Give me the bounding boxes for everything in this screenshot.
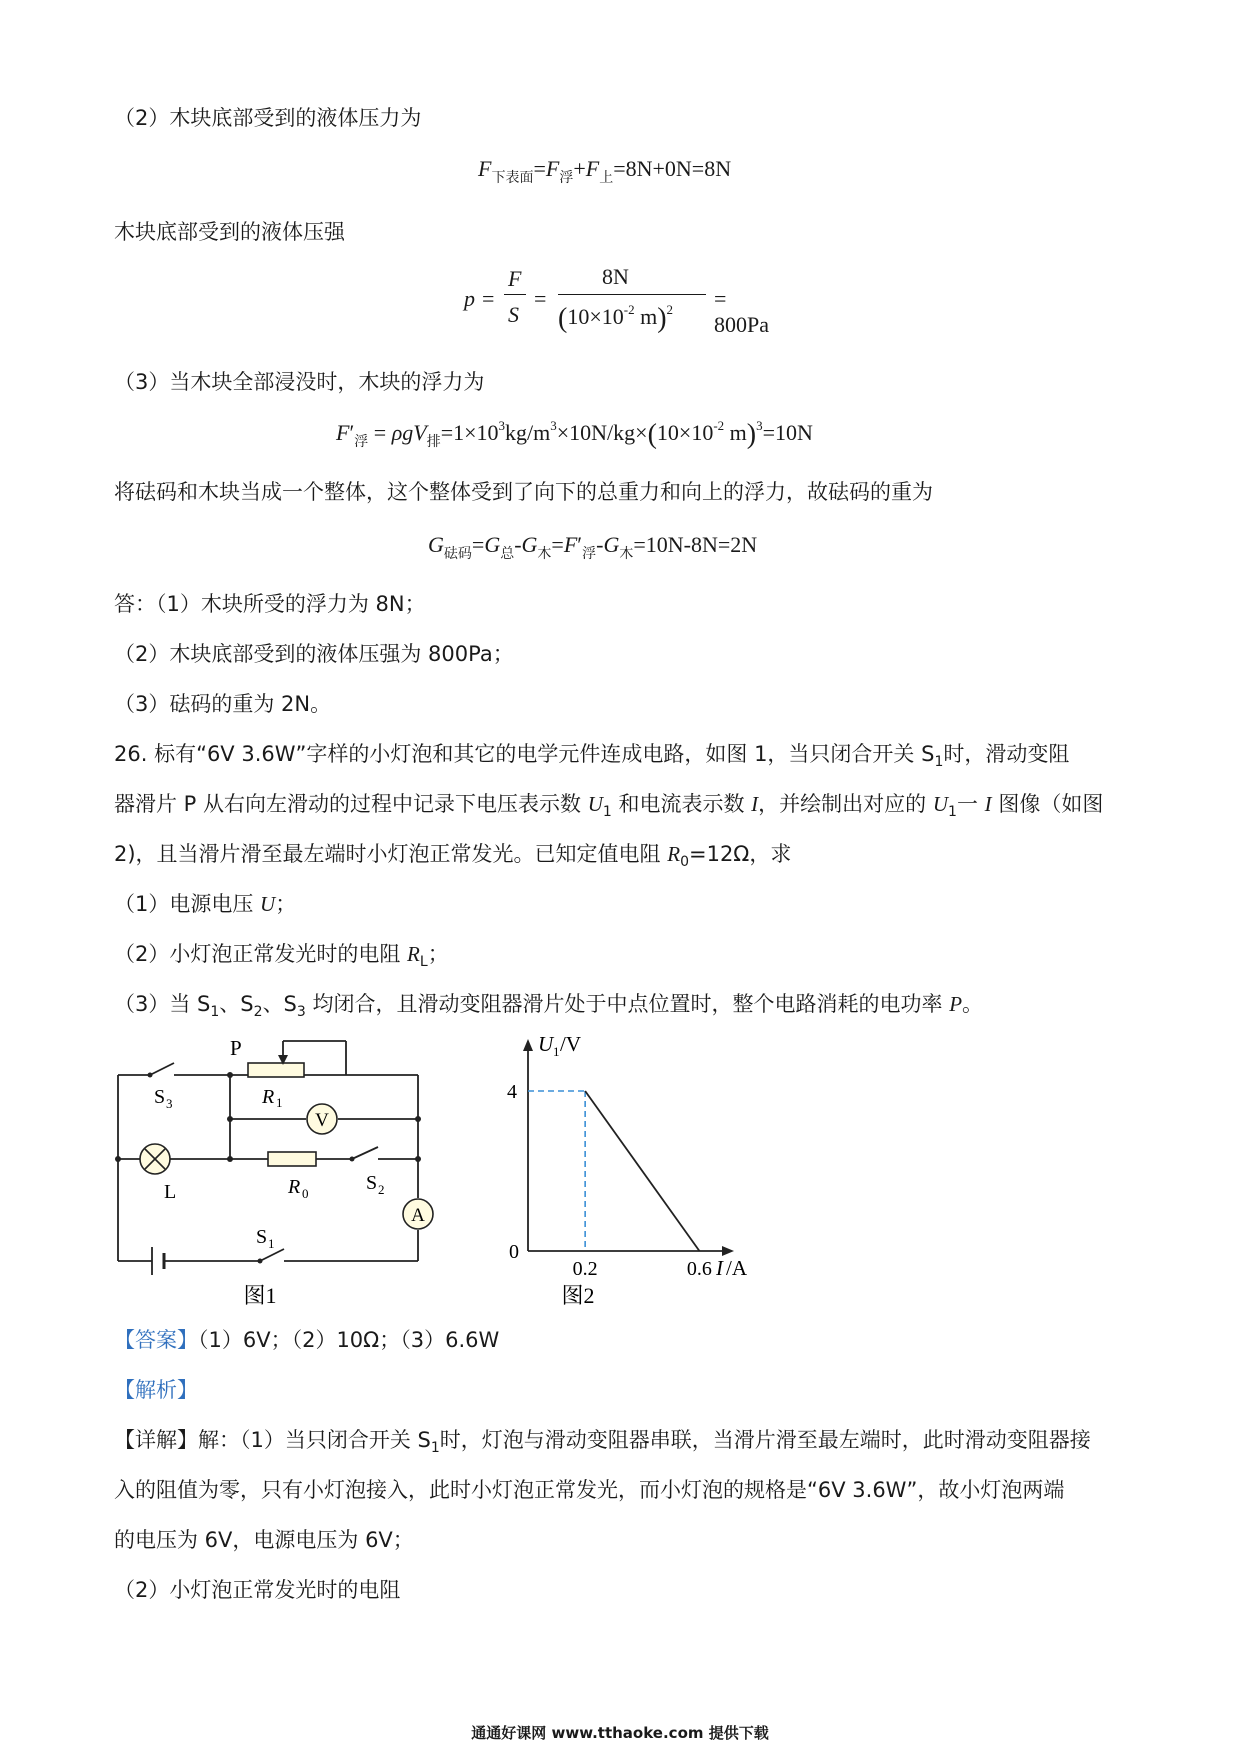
svg-text:3: 3	[166, 1096, 173, 1111]
resistor-r1	[248, 1063, 304, 1077]
figure2-caption: 图2	[561, 1283, 595, 1308]
series-line	[585, 1091, 699, 1251]
circuit-diagram	[100, 1035, 450, 1310]
svg-text:R: R	[262, 1086, 275, 1108]
svg-text:L: L	[164, 1181, 177, 1203]
figure1-caption: 图1	[243, 1283, 277, 1308]
svg-text:V: V	[315, 1110, 329, 1131]
svg-text:S: S	[256, 1226, 268, 1248]
detail-line-2: 入的阻值为零，只有小灯泡接入，此时小灯泡正常发光，而小灯泡的规格是“6V 3.6W”，故小灯泡两端	[114, 1478, 1065, 1502]
svg-text:2: 2	[378, 1182, 385, 1197]
svg-text:P: P	[230, 1036, 242, 1060]
answer-line-3: （3）砝码的重为 2N。	[114, 692, 332, 716]
footer: 通通好课网 www.tthaoke.com 提供下载	[471, 1724, 769, 1742]
equation-force: $F_{下表面}=F_浮+F_上=8N+0N=8N$	[478, 156, 732, 186]
answer-line-1: 答：（1）木块所受的浮力为 8N；	[114, 592, 426, 616]
svg-text:/V: /V	[560, 1035, 581, 1056]
detail-line-1: 【详解】解：（1）当只闭合开关 $S_1$时，灯泡与滑动变阻器串联，当滑片滑至最左端时，此时滑动变阻器接	[114, 1428, 1091, 1456]
y-axis-arrow	[523, 1039, 533, 1051]
equation-weight: $G_{砝码}=G_总-G_木=F'_浮-G_木=10N-8N=2N$	[428, 532, 758, 562]
svg-text:S: S	[154, 1086, 166, 1108]
answer-label: 【答案】	[114, 1328, 198, 1352]
switch-s2-blade	[352, 1147, 378, 1159]
svg-text:0: 0	[302, 1186, 309, 1201]
svg-text:1: 1	[553, 1044, 560, 1059]
origin-label: 0	[509, 1241, 519, 1263]
y-axis-label: U	[538, 1035, 554, 1056]
svg-text:1: 1	[268, 1236, 275, 1251]
x-tick-0.6: 0.6	[686, 1258, 712, 1280]
detail-line-3: 的电压为 6V，电源电压为 6V；	[114, 1528, 414, 1552]
equation-buoyancy: $F'_浮 = \rho gV_排=1\times 10^3kg/m^3\times 10N/kg\times(10\times 10^{-2}$ m)$^3$=10N	[336, 418, 813, 450]
q26-line-1: 26. 标有“6V 3.6W”字样的小灯泡和其它的电学元件连成电路，如图 1，当只闭合开关 $S_1$时，滑动变阻	[114, 742, 1070, 770]
q26-line-3: 2)，且当滑片滑至最左端时小灯泡正常发光。已知定值电阻 $R_0=12\Omega$，求	[114, 842, 792, 870]
equation-pressure: p = F S = 8N ($10\times 10^{-2}$ m)$^2$ = 800Pa	[464, 264, 769, 337]
svg-text:S: S	[366, 1172, 378, 1194]
svg-text:1: 1	[276, 1095, 283, 1110]
switch-s3-blade	[150, 1063, 174, 1075]
x-tick-0.2: 0.2	[572, 1258, 598, 1280]
svg-text:/A: /A	[726, 1256, 747, 1280]
y-tick-4: 4	[507, 1081, 517, 1103]
q26-sub-3: （3）当 $S_1$、$S_2$、$S_3$ 均闭合，且滑动变阻器滑片处于中点位置时，整个电路消耗的电功率 P。	[114, 992, 984, 1020]
x-axis-label: I	[716, 1256, 723, 1280]
q26-sub-2: （2）小灯泡正常发光时的电阻 $R_L$；	[114, 942, 449, 970]
detail-line-4: （2）小灯泡正常发光时的电阻	[114, 1578, 401, 1602]
pressure-intro: 木块底部受到的液体压强	[114, 220, 345, 244]
q26-line-2: 器滑片 P 从右向左滑动的过程中记录下电压表示数 $U_1$ 和电流表示数 I，并绘制出对应的 $U_1$一 I 图像（如图	[114, 792, 1104, 820]
svg-text:A: A	[411, 1205, 425, 1226]
q26-sub-1: （1）电源电压 U；	[114, 892, 297, 916]
part2-intro: （2）木块底部受到的液体压力为	[114, 106, 422, 130]
analysis-label: 【解析】	[114, 1378, 198, 1402]
answer-line-2: （2）木块底部受到的液体压强为 800Pa；	[114, 642, 514, 666]
u-i-graph	[500, 1035, 780, 1310]
resistor-r0	[268, 1152, 316, 1166]
x-axis-arrow	[722, 1246, 734, 1256]
svg-text:R: R	[288, 1176, 301, 1198]
whole-text: 将砝码和木块当成一个整体，这个整体受到了向下的总重力和向上的浮力，故砝码的重为	[114, 480, 933, 504]
answer-row: 【答案】（1）6V；（2）10Ω；（3）6.6W	[114, 1328, 500, 1352]
part3-intro: （3）当木块全部浸没时，木块的浮力为	[114, 370, 485, 394]
